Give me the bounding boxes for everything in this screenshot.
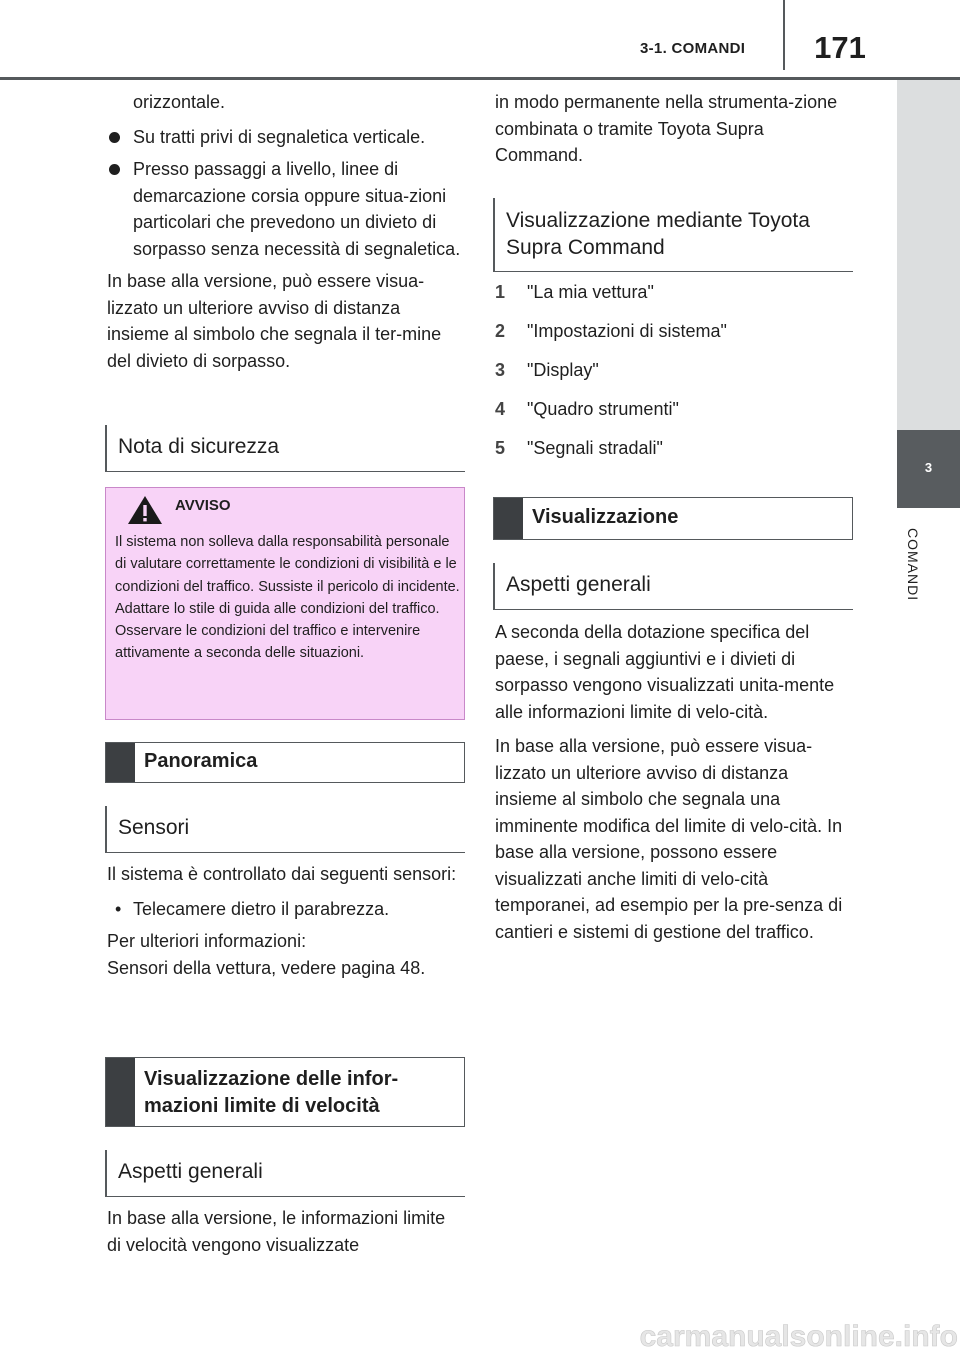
left-column-top: [107, 89, 467, 382]
footer-watermark: [0, 1316, 960, 1354]
bullet-icon: •: [115, 898, 122, 919]
subheading-general: Aspetti generali: [105, 1150, 465, 1197]
header-section-title: 3-1. COMANDI: [640, 40, 746, 57]
heading-strip: [106, 1058, 135, 1126]
step-number: 2: [495, 321, 506, 341]
right-column-top: [495, 89, 850, 177]
list-item-text: Su tratti privi di segnaletica verticale.: [133, 126, 426, 147]
page-number: 171: [814, 30, 866, 65]
paragraph: Il sistema è controllato dai seguenti sensori:: [107, 864, 457, 884]
side-tab-number: 3: [924, 460, 933, 475]
paragraph: Sensori della vettura, vedere pagina 48.: [107, 957, 426, 978]
sensors-section: [107, 861, 462, 989]
subheading-sensors: Sensori: [105, 806, 465, 853]
heading-box-speed-info: [105, 1057, 465, 1127]
paragraph: A seconda della dotazione specifica del paese, i segnali aggiuntivi e i divieti di sorpasso vengono visualizzati unita-mente alle informazioni limite di velo-cità.: [495, 622, 835, 722]
heading-text: Panoramica: [144, 750, 258, 772]
heading-strip: [106, 743, 135, 782]
heading-strip: [494, 498, 523, 539]
paragraph: In base alla versione, le informazioni limite di velocità vengono visualizzate: [107, 1208, 446, 1255]
watermark-logo: [0, 1316, 960, 1354]
step-number: 1: [495, 282, 506, 302]
step-item: [495, 282, 654, 303]
list-item: [107, 156, 467, 262]
bullet-icon: [109, 164, 120, 175]
list-item: [107, 896, 462, 923]
warning-title: AVVISO: [175, 497, 231, 514]
continuation-text: orizzontale.: [133, 92, 226, 112]
list-item: [107, 124, 467, 151]
subheading-safety: Nota di sicurezza: [105, 425, 465, 472]
step-item: [495, 399, 679, 420]
subheading-general: Aspetti generali: [493, 563, 853, 610]
step-item: [495, 438, 663, 459]
heading-box-overview: [105, 742, 465, 783]
heading-text: Visualizzazione delle infor-mazioni limite di velocità: [144, 1068, 399, 1117]
step-text: "La mia vettura": [527, 282, 654, 302]
bullet-icon: [109, 132, 120, 143]
side-tab-label: COMANDI: [905, 528, 921, 602]
warning-text: Il sistema non solleva dalla responsabilità personale di valutare correttamente le condizioni di visibilità e le condizioni del traffico. Sussiste il pericolo di incidente. Adattare lo stile di guida alle condizioni del traffico. Osservare le condizioni del traffico e intervenire attivamente a seconda delle situazioni.: [115, 534, 460, 662]
step-text: "Impostazioni di sistema": [527, 321, 727, 341]
heading-text: Visualizzazione: [532, 506, 679, 528]
svg-text:carmanualsonline.info: carmanualsonline.info: [639, 1320, 958, 1353]
step-item: [495, 360, 599, 381]
step-text: "Segnali stradali": [527, 438, 663, 458]
step-number: 4: [495, 399, 506, 419]
paragraph: In base alla versione, può essere visua-lizzato un ulteriore avviso di distanza insieme al simbolo che segnala una imminente modifica del limite di velo-cità. In base alla versione, possono essere visualizzati anche limiti di velo-cità temporanei, ad esempio per la pre-senza di cantieri e sistemi di gestione del traffico.: [495, 736, 843, 942]
step-number: 3: [495, 360, 506, 380]
side-tab-band: [897, 80, 960, 430]
list-item-text: Telecamere dietro il parabrezza.: [133, 898, 390, 919]
step-number: 5: [495, 438, 506, 458]
header-rule: [0, 77, 960, 80]
step-text: "Display": [527, 360, 599, 380]
list-item-text: Presso passaggi a livello, linee di demarcazione corsia oppure situa-zioni particolari che prevedono un divieto di sorpasso senza necessità di segnaletica.: [133, 159, 461, 259]
continuation-text: in modo permanente nella strumenta-zione combinata o tramite Toyota Supra Command.: [495, 92, 838, 165]
warning-triangle-icon: [127, 495, 163, 525]
step-text: "Quadro strumenti": [527, 399, 679, 419]
paragraph: Per ulteriori informazioni:: [107, 931, 307, 951]
step-item: [495, 321, 727, 342]
paragraph: In base alla versione, può essere visua-lizzato un ulteriore avviso di distanza insieme al simbolo che segnala il ter-mine del divieto di sorpasso.: [107, 271, 442, 371]
general-section: [107, 1205, 462, 1266]
subheading-supra-command: Visualizzazione mediante Toyota Supra Command: [493, 198, 853, 272]
header-divider: [783, 0, 785, 70]
right-general-section: [495, 619, 853, 953]
heading-box-display: [493, 497, 853, 540]
